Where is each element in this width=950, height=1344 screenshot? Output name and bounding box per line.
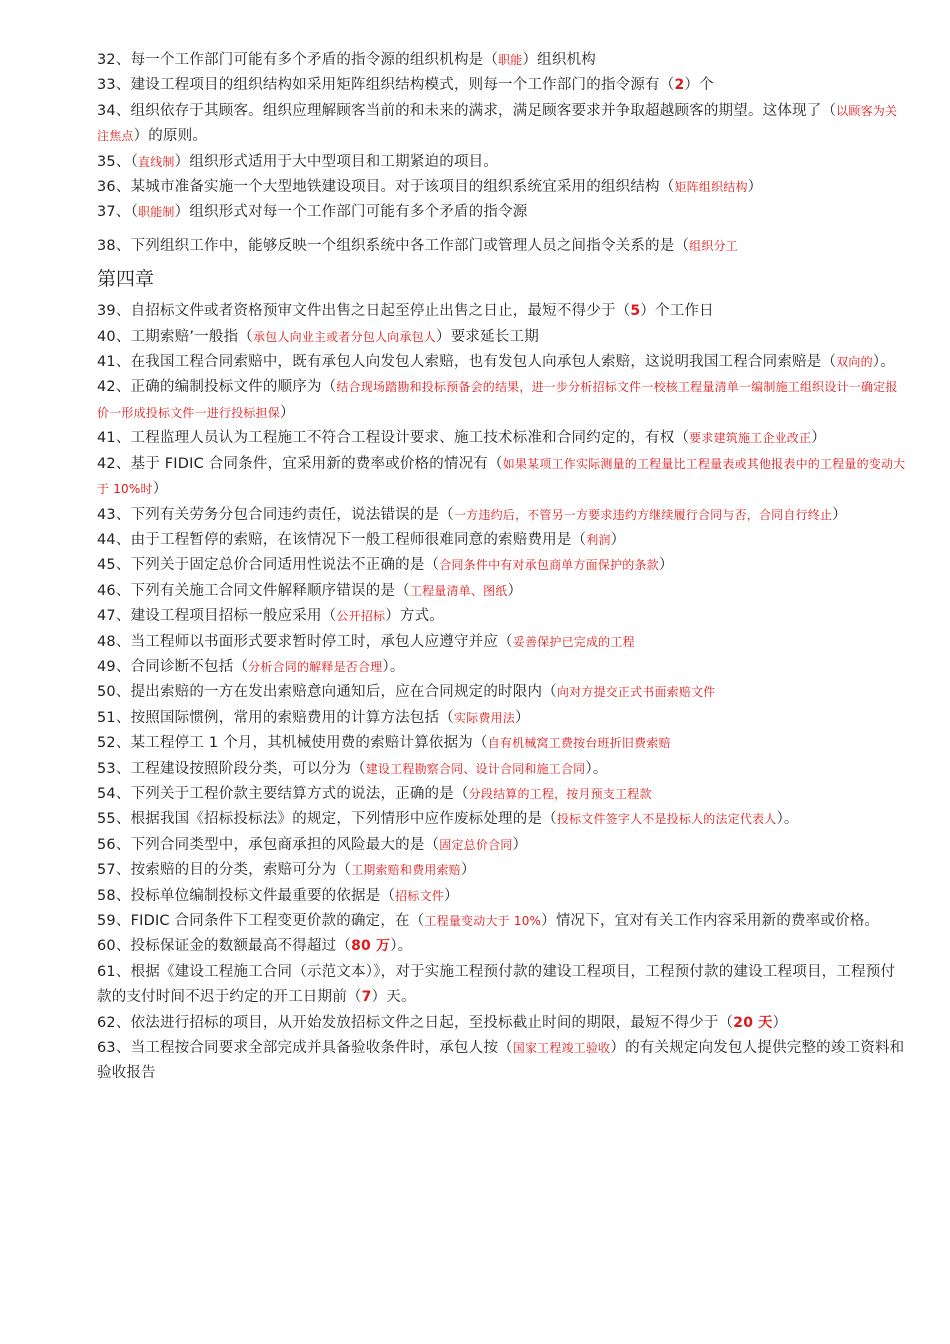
question-text: 某工程停工 1 个月，其机械使用费的索赔计算依据为（ — [130, 735, 488, 752]
question-number: 42、 — [97, 455, 131, 472]
question-text: 工程建设按照阶段分类，可以分为（ — [130, 760, 366, 777]
question-text: ）组织形式适用于大中型项目和工期紧迫的项目。 — [174, 153, 499, 170]
question-text: 工期索赔’一般指（ — [130, 328, 253, 345]
question-item — [97, 909, 909, 934]
question-number: 49、 — [97, 658, 131, 675]
question-item — [97, 299, 909, 324]
answer-value: 2 — [674, 77, 685, 94]
question-list-chapter-three — [97, 48, 909, 259]
question-text: ）。 — [585, 760, 608, 777]
question-number: 59、 — [97, 913, 131, 929]
question-item — [97, 807, 909, 832]
question-number: 54、 — [97, 785, 131, 802]
spacer — [97, 226, 909, 234]
answer-text: 职能 — [498, 53, 523, 67]
answer-text: 承包人向业主或者分包人向承包人 — [252, 329, 436, 344]
question-text: ）方式。 — [385, 608, 444, 625]
question-text: ）天。 — [371, 989, 416, 1006]
question-number: 58、 — [97, 887, 131, 904]
question-number: 55、 — [97, 811, 131, 828]
question-number: 32、 — [97, 52, 131, 68]
question-text: 建设工程项目的组织结构如采用矩阵组织结构模式，则每一个工作部门的指令源有（ — [130, 77, 675, 94]
question-number: 48、 — [97, 633, 131, 650]
question-number: 50、 — [97, 684, 131, 701]
question-item — [97, 731, 909, 756]
question-item — [97, 503, 909, 528]
question-text: 自招标文件或者资格预审文件出售之日起至停止出售之日止，最短不得少于（ — [130, 303, 631, 320]
answer-text: 如果某项工作实际测量的工程量比工程量表或其他报表中的工程量的变动大于 10%时 — [97, 456, 906, 497]
question-number: 36、 — [97, 179, 131, 196]
question-text: 某城市准备实施一个大型地铁建设项目。对于该项目的组织系统宜采用的组织结构（ — [130, 179, 675, 196]
question-text: 下列有关劳务分包合同违约责任，说法错误的是（ — [130, 506, 454, 523]
question-item — [97, 579, 909, 604]
question-text: 在我国工程合同索赔中，既有承包人向发包人索赔，也有发包人向承包人索赔，这说明我国工程合同索赔是（ — [130, 354, 837, 371]
question-text: ） — [832, 506, 847, 523]
question-text: 由于工程暂停的索赔，在该情况下一般工程师很难同意的索赔费用是（ — [130, 531, 587, 548]
question-item — [97, 234, 909, 259]
question-number: 60、 — [97, 938, 131, 955]
question-text: ） — [772, 1014, 788, 1031]
question-text: ）要求延长工期 — [436, 328, 539, 345]
question-text: ）。 — [872, 354, 895, 371]
answer-text: 结合现场踏勘和投标预备会的结果，进一步分析招标文件一校核工程量清单一编制施工组织设计一确定报价一形成投标文件一进行投标担保 — [97, 380, 898, 420]
question-item — [97, 528, 909, 553]
answer-text: 组织分工 — [689, 238, 738, 253]
question-number: 33、 — [97, 77, 131, 94]
question-item — [97, 884, 909, 909]
answer-text: 分段结算的工程，按月预支工程款 — [468, 786, 652, 801]
question-number: 57、 — [97, 862, 131, 879]
question-text: 组织依存于其顾客。组织应理解顾客当前的和未来的满求，满足顾客要求并争取超越顾客的期望。这体现了（ — [130, 102, 837, 119]
question-text: 下列合同类型中，承包商承担的风险最大的是（ — [130, 836, 440, 853]
question-text: ）的有关规定向发包人提供完整的竣工资料和验收报告 — [97, 1040, 905, 1082]
question-text: ） — [747, 179, 763, 196]
question-text: 当工程按合同要求全部完成并具备验收条件时，承包人按（ — [130, 1040, 513, 1057]
question-number: 34、 — [97, 102, 131, 119]
question-text: ）情况下，宜对有关工作内容采用新的费率或价格。 — [541, 913, 880, 929]
question-text: ） — [152, 481, 168, 498]
answer-text: 直线制 — [138, 154, 175, 169]
question-text: 基于 FIDIC 合同条件，宜采用新的费率或价格的情况有（ — [130, 455, 503, 472]
question-number: 51、 — [97, 709, 131, 726]
question-text: ） — [443, 887, 459, 904]
question-number: 38、 — [97, 237, 131, 254]
question-text: 每一个工作部门可能有多个矛盾的指令源的组织机构是（ — [130, 52, 499, 68]
answer-text: 工期索赔和费用索赔 — [351, 863, 461, 878]
question-number: 63、 — [97, 1040, 131, 1057]
question-text: ） — [507, 582, 523, 599]
question-text: FIDIC 合同条件下工程变更价款的确定，在（ — [130, 913, 425, 929]
answer-text: 国家工程竣工验收 — [512, 1041, 611, 1056]
question-text: 建设工程项目招标一般应采用（ — [130, 608, 337, 625]
answer-text: 以顾客为关注焦点 — [97, 103, 898, 144]
question-item — [97, 452, 909, 503]
question-text: 投标保证金的数额最高不得超过（ — [130, 938, 352, 955]
question-text: ）个 — [684, 77, 714, 94]
question-number: 52、 — [97, 735, 131, 752]
question-text: ） — [811, 430, 826, 447]
question-item — [97, 48, 909, 73]
question-item — [97, 1011, 909, 1036]
question-number: 37、 — [97, 204, 131, 221]
question-text: ） — [512, 836, 528, 853]
document-page — [97, 48, 909, 1087]
question-number: 45、 — [97, 557, 131, 574]
question-text: ）。 — [390, 938, 413, 955]
question-text: 下列有关施工合同文件解释顺序错误的是（ — [130, 582, 410, 599]
question-item — [97, 604, 909, 629]
question-text: ）组织机构 — [522, 52, 596, 68]
answer-value: 20 天 — [733, 1014, 773, 1031]
question-text: （ — [130, 153, 139, 170]
question-item — [97, 630, 909, 655]
question-text: 根据《建设工程施工合同（示范文本）》，对于实施工程预付款的建设工程项目，工程预付款的建设工程项目，工程预付款的支付时间不迟于约定的开工日期前（ — [97, 963, 896, 1006]
question-item — [97, 150, 909, 175]
answer-value: 7 — [361, 989, 372, 1006]
question-text: ） — [514, 709, 530, 726]
answer-text: 妥善保护已完成的工程 — [512, 634, 635, 649]
question-number: 43、 — [97, 506, 131, 523]
question-item — [97, 934, 909, 959]
question-item — [97, 200, 909, 225]
question-number: 53、 — [97, 760, 131, 777]
answer-text: 双向的 — [836, 355, 873, 370]
question-item — [97, 175, 909, 200]
question-item — [97, 73, 909, 98]
question-text: ）个工作日 — [640, 303, 714, 320]
answer-text: 职能制 — [138, 205, 175, 220]
question-item — [97, 350, 909, 375]
question-item — [97, 325, 909, 350]
question-text: 正确的编制投标文件的顺序为（ — [130, 379, 337, 396]
question-item — [97, 553, 909, 578]
question-item — [97, 1036, 909, 1087]
question-text: 下列关于固定总价合同适用性说法不正确的是（ — [130, 557, 440, 574]
question-number: 46、 — [97, 582, 131, 599]
question-text: ）。 — [776, 811, 799, 828]
question-item — [97, 960, 909, 1011]
question-item — [97, 858, 909, 883]
answer-text: 招标文件 — [395, 888, 444, 903]
question-item — [97, 782, 909, 807]
question-text: ） — [460, 862, 476, 879]
answer-text: 工程量变动大于 10% — [424, 914, 542, 928]
question-text: 按照国际惯例，常用的索赔费用的计算方法包括（ — [130, 709, 454, 726]
answer-text: 固定总价合同 — [439, 837, 513, 852]
question-number: 41、 — [97, 354, 131, 371]
answer-text: 自有机械窝工费按台班折旧费索赔 — [487, 736, 671, 751]
answer-text: 利润 — [586, 532, 611, 547]
question-text: 根据我国《招标投标法》的规定，下列情形中应作废标处理的是（ — [130, 811, 557, 828]
question-text: ）的原则。 — [133, 128, 208, 145]
question-number: 61、 — [97, 963, 131, 980]
question-item — [97, 99, 909, 150]
question-text: 投标单位编制投标文件最重要的依据是（ — [130, 887, 396, 904]
question-number: 44、 — [97, 531, 131, 548]
answer-text: 一方违约后，不管另一方要求违约方继续履行合同与否，合同自行终止 — [453, 507, 833, 522]
question-item — [97, 680, 909, 705]
answer-text: 公开招标 — [336, 609, 386, 624]
answer-text: 实际费用法 — [453, 710, 515, 725]
question-text: 工程监理人员认为工程施工不符合工程设计要求、施工技术标准和合同约定的，有权（ — [130, 430, 690, 447]
question-text: 下列组织工作中，能够反映一个组织系统中各工作部门或管理人员之间指令关系的是（ — [130, 237, 690, 254]
question-item — [97, 375, 909, 426]
question-item — [97, 655, 909, 680]
question-number: 41、 — [97, 430, 131, 447]
answer-text: 投标文件签字人不是投标人的法定代表人 — [556, 812, 777, 827]
question-number: 40、 — [97, 328, 131, 345]
question-text: ）组织形式对每一个工作部门可能有多个矛盾的指令源 — [174, 204, 528, 221]
question-text: 依法进行招标的项目，从开始发放招标文件之日起，至投标截止时间的期限，最短不得少于（ — [130, 1014, 734, 1031]
question-text: ） — [658, 557, 674, 574]
question-number: 62、 — [97, 1014, 131, 1031]
question-text: 提出索赔的一方在发出索赔意向通知后，应在合同规定的时限内（ — [130, 684, 557, 701]
answer-text: 工程量清单、图纸 — [409, 583, 508, 598]
answer-text: 合同条件中有对承包商单方面保护的条款 — [439, 558, 659, 573]
question-text: 合同诊断不包括（ — [130, 658, 249, 675]
question-text: （ — [130, 204, 139, 221]
question-number: 39、 — [97, 303, 131, 320]
question-item — [97, 757, 909, 782]
question-number: 35、 — [97, 153, 131, 170]
question-text: ）。 — [382, 658, 405, 675]
answer-text: 矩阵组织结构 — [674, 180, 748, 195]
question-text: 当工程师以书面形式要求暂时停工时，承包人应遵守并应（ — [130, 633, 513, 650]
answer-text: 向对方提交正式书面索赔文件 — [556, 685, 716, 700]
chapter-heading: 第四章 — [97, 268, 155, 291]
question-number: 47、 — [97, 608, 131, 625]
answer-value: 80 万 — [351, 938, 391, 955]
question-text: ） — [280, 404, 295, 421]
question-number: 56、 — [97, 836, 131, 853]
question-item — [97, 833, 909, 858]
answer-text: 分析合同的解释是否合理 — [248, 659, 383, 674]
question-text: ） — [610, 531, 626, 548]
question-item — [97, 426, 909, 451]
answer-text: 建设工程勘察合同、设计合同和施工合同 — [365, 761, 586, 776]
question-list-chapter-four — [97, 299, 909, 1087]
question-number: 42、 — [97, 379, 131, 396]
answer-text: 要求建筑施工企业改正 — [689, 431, 812, 446]
question-text: 下列关于工程价款主要结算方式的说法，正确的是（ — [130, 785, 469, 802]
question-text: 按索赔的目的分类，索赔可分为（ — [130, 862, 352, 879]
question-item — [97, 706, 909, 731]
answer-value: 5 — [630, 303, 641, 320]
